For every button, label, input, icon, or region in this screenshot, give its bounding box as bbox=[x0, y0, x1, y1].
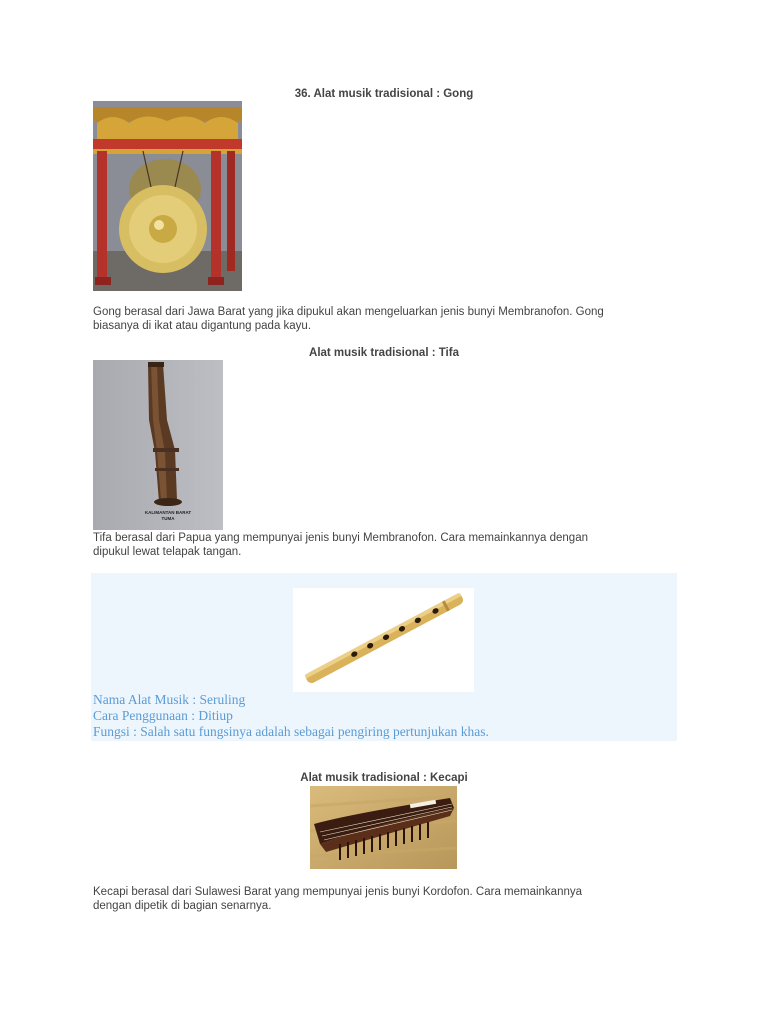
gong-heading: 36. Alat musik tradisional : Gong bbox=[294, 88, 474, 100]
gong-image bbox=[93, 101, 242, 291]
kecapi-heading: Alat musik tradisional : Kecapi bbox=[300, 772, 468, 784]
tifa-heading: Alat musik tradisional : Tifa bbox=[309, 347, 459, 359]
tifa-photo-caption-line2: TUMA bbox=[161, 516, 175, 521]
seruling-nama: Nama Alat Musik : Seruling bbox=[93, 692, 246, 707]
seruling-image bbox=[293, 588, 474, 692]
gong-paragraph bbox=[93, 306, 683, 333]
tifa-photo-caption-line1: KALIMANTAN BARAT bbox=[144, 510, 192, 515]
tifa-paragraph-line2: dipukul lewat telapak tangan. bbox=[93, 545, 242, 558]
seruling-cara: Cara Penggunaan : Ditiup bbox=[93, 708, 233, 723]
tifa-image bbox=[93, 360, 223, 530]
gong-paragraph-line2: biasanya di ikat atau digantung pada kayu. bbox=[93, 319, 312, 332]
tifa-paragraph bbox=[93, 532, 683, 559]
tifa-paragraph-line1: Tifa berasal dari Papua yang mempunyai jenis bunyi Membranofon. Cara memainkannya dengan bbox=[93, 532, 588, 544]
seruling-fungsi: Fungsi : Salah satu fungsinya adalah sebagai pengiring pertunjukan khas. bbox=[93, 724, 489, 739]
kecapi-paragraph-line1: Kecapi berasal dari Sulawesi Barat yang mempunyai jenis bunyi Kordofon. Cara memainkannya bbox=[93, 886, 583, 898]
gong-paragraph-line1: Gong berasal dari Jawa Barat yang jika dipukul akan mengeluarkan jenis bunyi Membranofon. Gong bbox=[93, 306, 604, 318]
kecapi-paragraph bbox=[93, 886, 683, 913]
kecapi-paragraph-line2: dengan dipetik di bagian senarnya. bbox=[93, 899, 272, 912]
kecapi-image bbox=[310, 786, 457, 869]
